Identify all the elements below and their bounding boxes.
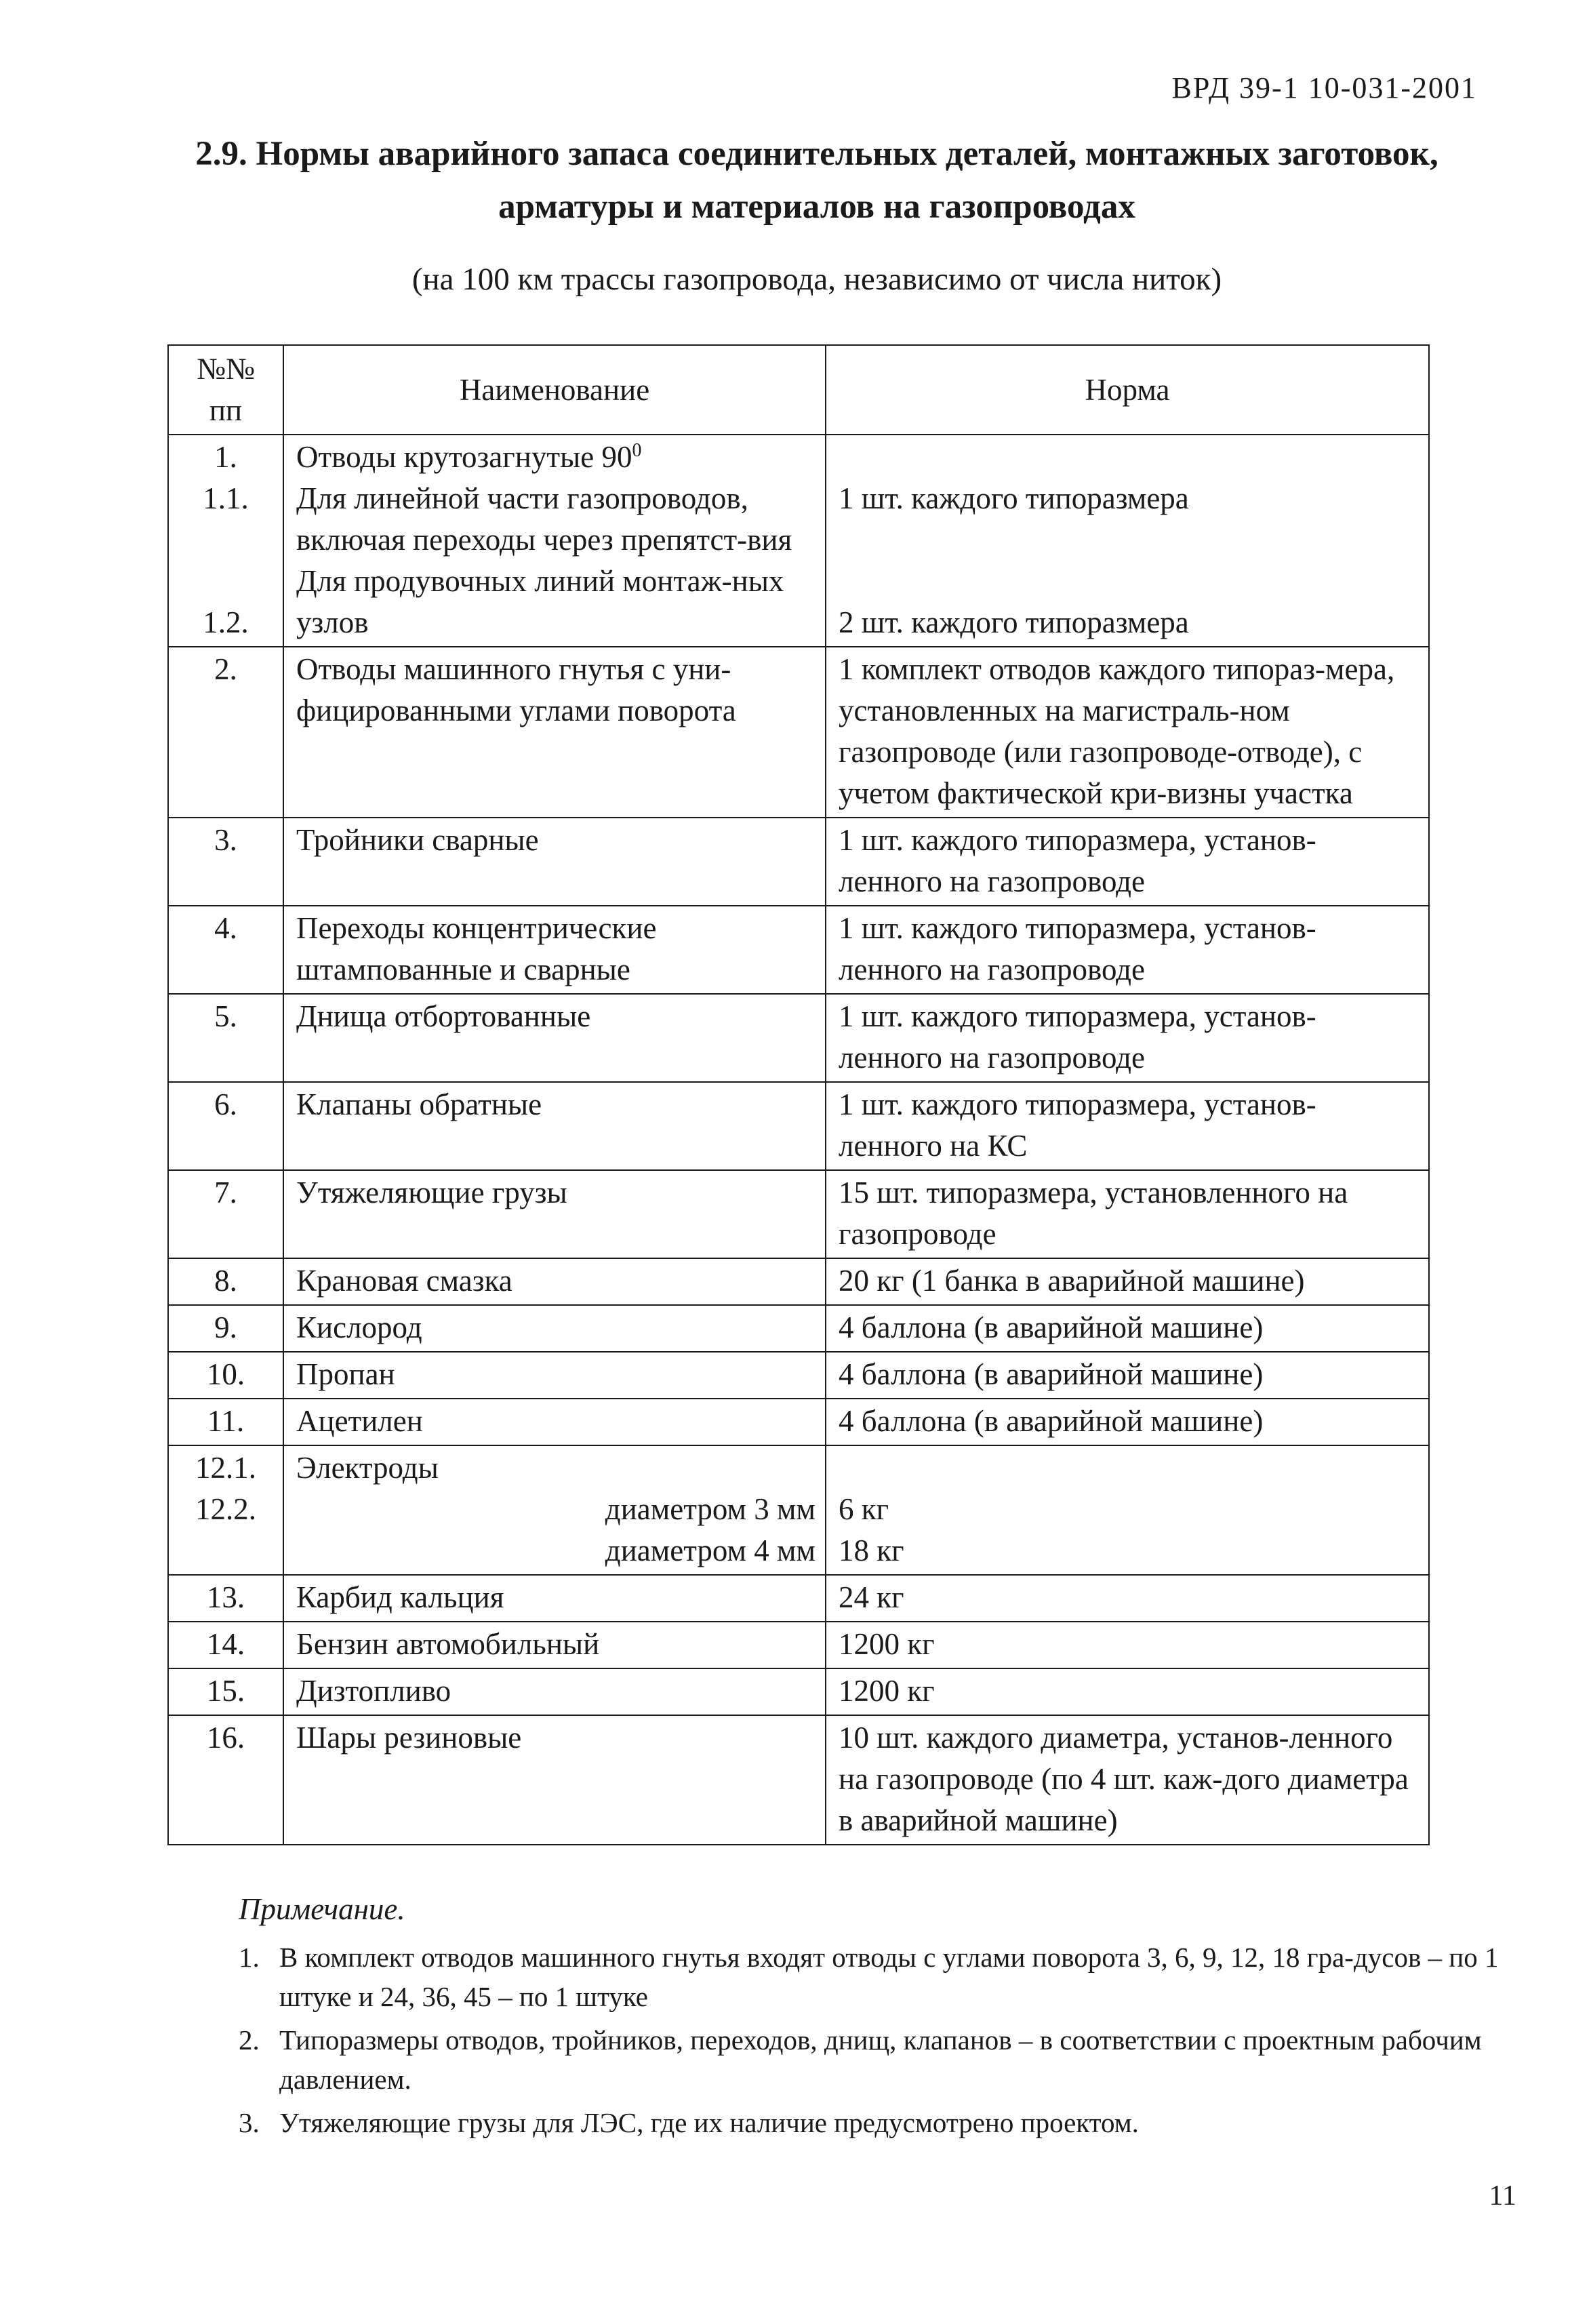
row-norm: 1 шт. каждого типоразмера, установ-ленного на газопроводе: [826, 994, 1429, 1082]
row-norm: 1 шт. каждого типоразмера, установ-ленного на КС: [826, 1082, 1429, 1170]
note-number: 1.: [239, 1942, 260, 1973]
table-row: [168, 1445, 1429, 1575]
table-row: [168, 994, 1429, 1082]
row-number: 13.: [168, 1575, 283, 1622]
row-norm: 4 баллона (в аварийной машине): [826, 1399, 1429, 1445]
row-name: Дизтопливо: [283, 1668, 826, 1715]
row-number: 16.: [168, 1715, 283, 1845]
notes-list: [239, 1938, 1527, 2146]
row-name: Ацетилен: [283, 1399, 826, 1445]
row-norm: 6 кг 18 кг: [826, 1445, 1429, 1575]
row-number: 11.: [168, 1399, 283, 1445]
row-name: Отводы крутозагнутые $90^0$ Для линейной части газопроводов, включая переходы через препятст-вия Для продувочных линий монтаж-ных узлов: [283, 435, 826, 647]
row-name: Днища отбортованные: [283, 994, 826, 1082]
row-number: 5.: [168, 994, 283, 1082]
row-norm: 24 кг: [826, 1575, 1429, 1622]
row-number: 10.: [168, 1352, 283, 1399]
row-norm: 15 шт. типоразмера, установленного на газопроводе: [826, 1170, 1429, 1258]
table-row: [168, 1082, 1429, 1170]
list-item: [239, 2020, 1527, 2099]
row-number: 14.: [168, 1622, 283, 1668]
row-name: Утяжеляющие грузы: [283, 1170, 826, 1258]
row-number: 6.: [168, 1082, 283, 1170]
table-row: [168, 1258, 1429, 1305]
row-norm: 1200 кг: [826, 1668, 1429, 1715]
table-row: [168, 435, 1429, 647]
row-number: 4.: [168, 906, 283, 994]
table-row: [168, 1622, 1429, 1668]
row-norm: 20 кг (1 банка в аварийной машине): [826, 1258, 1429, 1305]
section-title: [156, 127, 1478, 233]
row-norm: 1 шт. каждого типоразмера, установ-ленного на газопроводе: [826, 906, 1429, 994]
row-norm: 4 баллона (в аварийной машине): [826, 1352, 1429, 1399]
row-name: Крановая смазка: [283, 1258, 826, 1305]
row-name: Электроды диаметром 3 мм диаметром 4 мм: [283, 1445, 826, 1575]
row-norm: 4 баллона (в аварийной машине): [826, 1305, 1429, 1352]
section-title-line-2: арматуры и материалов на газопроводах: [498, 188, 1135, 226]
table-row: [168, 1668, 1429, 1715]
row-name: Тройники сварные: [283, 818, 826, 906]
header-norm: Норма: [826, 345, 1429, 435]
row-name: Бензин автомобильный: [283, 1622, 826, 1668]
table-row: [168, 647, 1429, 818]
row-number: 7.: [168, 1170, 283, 1258]
row-name: Кислород: [283, 1305, 826, 1352]
row-norm: 1200 кг: [826, 1622, 1429, 1668]
note-text: В комплект отводов машинного гнутья входят отводы с углами поворота 3, 6, 9, 12, 18 гра-дусов – по 1 штуке и 24, 36, 45 – по 1 штуке: [279, 1942, 1499, 2012]
notes-title: Примечание.: [239, 1892, 405, 1926]
note-text: Типоразмеры отводов, тройников, переходов, днищ, клапанов – в соответствии с проектным рабочим давлением.: [279, 2024, 1482, 2095]
table-row: [168, 1170, 1429, 1258]
row-number: 8.: [168, 1258, 283, 1305]
section-subtitle: (на 100 км трассы газопровода, независимо от числа ниток): [411, 262, 1222, 297]
list-item: [239, 1938, 1527, 2016]
header-num: №№ пп: [168, 345, 283, 435]
note-number: 2.: [239, 2024, 260, 2056]
row-norm: 10 шт. каждого диаметра, установ-ленного на газопроводе (по 4 шт. каж-дого диаметра в аварийной машине): [826, 1715, 1429, 1845]
section-title-line-1: 2.9. Нормы аварийного запаса соединительных деталей, монтажных заготовок,: [195, 135, 1438, 173]
row-name: Переходы концентрические штампованные и сварные: [283, 906, 826, 994]
table-row: [168, 818, 1429, 906]
row-number: 2.: [168, 647, 283, 818]
note-number: 3.: [239, 2107, 260, 2138]
row-name: Отводы машинного гнутья с уни-фицированными углами поворота: [283, 647, 826, 818]
row-name: Карбид кальция: [283, 1575, 826, 1622]
row-number: 3.: [168, 818, 283, 906]
page-number: 11: [1489, 2180, 1516, 2211]
row-number: 15.: [168, 1668, 283, 1715]
header-name: Наименование: [283, 345, 826, 435]
norms-table: [167, 344, 1430, 1845]
row-name: Пропан: [283, 1352, 826, 1399]
row-norm: 1 комплект отводов каждого типораз-мера, установленных на магистраль-ном газопроводе (или газопроводе-отводе), с учетом фактической кри-визны участка: [826, 647, 1429, 818]
document-code: ВРД 39-1 10-031-2001: [1171, 71, 1477, 104]
list-item: [239, 2103, 1527, 2142]
row-name: Клапаны обратные: [283, 1082, 826, 1170]
row-number: 12.1. 12.2.: [168, 1445, 283, 1575]
table-row: [168, 1715, 1429, 1845]
row-number: 1. 1.1. 1.2.: [168, 435, 283, 647]
table-row: [168, 1352, 1429, 1399]
row-number: 9.: [168, 1305, 283, 1352]
table-header-row: [168, 345, 1429, 435]
table-row: [168, 1575, 1429, 1622]
row-norm: 1 шт. каждого типоразмера, установ-ленного на газопроводе: [826, 818, 1429, 906]
note-text: Утяжеляющие грузы для ЛЭС, где их наличие предусмотрено проектом.: [279, 2107, 1139, 2138]
table-row: [168, 906, 1429, 994]
table-row: [168, 1399, 1429, 1445]
row-name: Шары резиновые: [283, 1715, 826, 1845]
row-norm: 1 шт. каждого типоразмера 2 шт. каждого типоразмера: [826, 435, 1429, 647]
table-row: [168, 1305, 1429, 1352]
